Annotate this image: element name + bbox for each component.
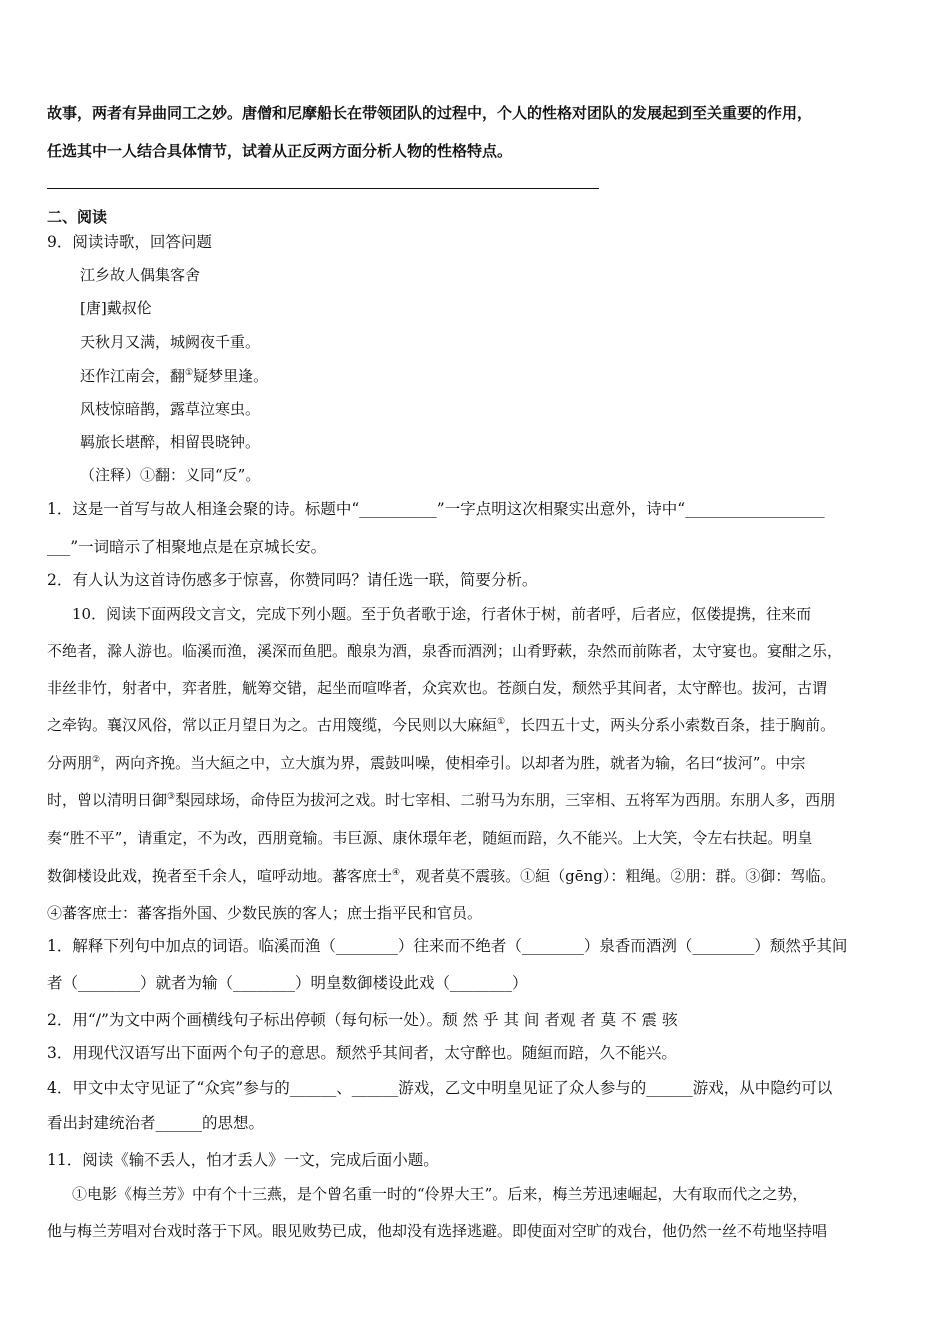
q10-passage-line-2: 不绝者，滁人游也。临溪而渔，溪深而鱼肥。酿泉为酒，泉香而酒洌；山肴野蔌，杂然而前陈者，太守宴也。宴酣之乐， xyxy=(47,642,843,660)
q9-sub2: 2．有人认为这首诗伤感多于惊喜，你赞同吗？请任选一联，简要分析。 xyxy=(47,571,538,589)
q9-sub1-line-2: ___”一词暗示了相聚地点是在京城长安。 xyxy=(47,538,327,556)
q10-line-4-part-b: ，长四五十丈，两头分系小索数百条，挂于胸前。 xyxy=(505,716,836,734)
q10-passage-line-1: 10．阅读下面两段文言文，完成下列小题。至于负者歌于途，行者休于树，前者呼，后者应，伛偻提携，往来而 xyxy=(72,605,812,623)
q9-sub1-line-1: 1．这是一首写与故人相逢会聚的诗。标题中“__________”一字点明这次相聚实出意外，诗中“__________________ xyxy=(47,500,825,518)
q9-prompt: 9．阅读诗歌，回答问题 xyxy=(47,233,212,251)
q10-line-5-part-a: 分两朋 xyxy=(47,754,93,772)
q10-passage-line-7: 奏“胜不平”，请重定，不为改，西朋竟输。韦巨源、康休璟年老，随絙而踣，久不能兴。上大笑，令左右扶起。明皇 xyxy=(47,829,813,847)
q10-line-8-part-a: 数御楼设此戏，挽者至千余人，喧呼动地。蕃客庶士 xyxy=(47,867,393,885)
q10-sub2: 2．用“/”为文中两个画横线句子标出停顿（每句标一处）。颓 然 乎 其 间 者观 者 莫 不 震 骇 xyxy=(47,1011,678,1029)
poem-line-2 xyxy=(80,366,268,386)
q10-passage-line-6 xyxy=(47,790,835,810)
note-mark-4: ④ xyxy=(392,868,401,878)
q10-passage-line-8 xyxy=(47,866,835,886)
note-mark-2: ② xyxy=(92,755,101,765)
intro-line-1: 故事，两者有异曲同工之妙。唐僧和尼摩船长在带领团队的过程中，个人的性格对团队的发展起到至关重要的作用， xyxy=(47,104,813,122)
q10-passage-line-9: ④蕃客庶士：蕃客指外国、少数民族的客人；庶士指平民和官员。 xyxy=(47,904,483,922)
q11-para1-line-2: 他与梅兰芳唱对台戏时落于下风。眼见败势已成，他却没有选择逃避。即使面对空旷的戏台，他仍然一丝不苟地坚持唱 xyxy=(47,1222,828,1240)
q10-passage-line-4 xyxy=(47,715,835,735)
note-mark: ① xyxy=(185,368,194,378)
note-mark-1: ① xyxy=(497,717,506,727)
answer-line xyxy=(47,188,599,189)
q10-sub1-line-2: 者（________）就者为输（________）明皇数御楼设此戏（________） xyxy=(47,974,528,992)
note-mark-3: ③ xyxy=(167,792,176,802)
q11-para1-line-1: ①电影《梅兰芳》中有个十三燕，是个曾名重一时的“伶界大王”。后来，梅兰芳迅速崛起，大有取而代之之势， xyxy=(72,1185,808,1203)
poem-line-1: 天秋月又满，城阙夜千重。 xyxy=(80,333,261,351)
poem-line-2-part-b: 疑梦里逢。 xyxy=(193,367,269,385)
q10-line-8-part-b: ，观者莫不震骇。①絙（gēng）：粗绳。②朋：群。③御：驾临。 xyxy=(400,867,836,885)
q10-line-6-part-a: 时，曾以清明日御 xyxy=(47,791,168,809)
q10-passage-line-3: 非丝非竹，射者中，弈者胜，觥筹交错，起坐而喧哗者，众宾欢也。苍颜白发，颓然乎其间者，太守醉也。拔河，古谓 xyxy=(47,679,828,697)
poem-title: 江乡故人偶集客舍 xyxy=(80,266,201,284)
q10-line-4-part-a: 之牵钩。襄汉风俗，常以正月望日为之。古用篾缆，今民则以大麻絙 xyxy=(47,716,498,734)
poem-line-4: 羁旅长堪醉，相留畏晓钟。 xyxy=(80,433,261,451)
q10-sub1-line-1: 1．解释下列句中加点的词语。临溪而渔（________）往来而不绝者（________）泉香而酒洌（________）颓然乎其间 xyxy=(47,937,848,955)
q11-prompt: 11．阅读《输不丢人，怕才丢人》一文，完成后面小题。 xyxy=(47,1151,439,1169)
section-heading: 二、阅读 xyxy=(47,208,108,226)
q10-passage-line-5 xyxy=(47,753,805,773)
q10-line-5-part-b: ，两向齐挽。当大絙之中，立大旗为界，震鼓叫噪，使相牵引。以却者为胜，就者为输，名曰“拔河”。中宗 xyxy=(100,754,806,772)
q10-sub3: 3．用现代汉语写出下面两个句子的意思。颓然乎其间者，太守醉也。随絙而踣，久不能兴。 xyxy=(47,1044,677,1062)
q10-sub4-line-2: 看出封建统治者______的思想。 xyxy=(47,1114,265,1132)
poem-line-3: 风枝惊暗鹊，露草泣寒虫。 xyxy=(80,400,261,418)
poem-note: （注释）①翻：义同“反”。 xyxy=(80,466,261,484)
intro-line-2: 任选其中一人结合具体情节，试着从正反两方面分析人物的性格特点。 xyxy=(47,142,513,160)
poem-author: [唐]戴叔伦 xyxy=(80,299,152,317)
q10-line-6-part-b: 梨园球场，命侍臣为拔河之戏。时七宰相、二驸马为东朋，三宰相、五将军为西朋。东朋人多，西朋 xyxy=(175,791,836,809)
poem-line-2-part-a: 还作江南会，翻 xyxy=(80,367,186,385)
q10-sub4-line-1: 4．甲文中太守见证了“众宾”参与的______、______游戏，乙文中明皇见证了众人参与的______游戏，从中隐约可以 xyxy=(47,1079,833,1097)
